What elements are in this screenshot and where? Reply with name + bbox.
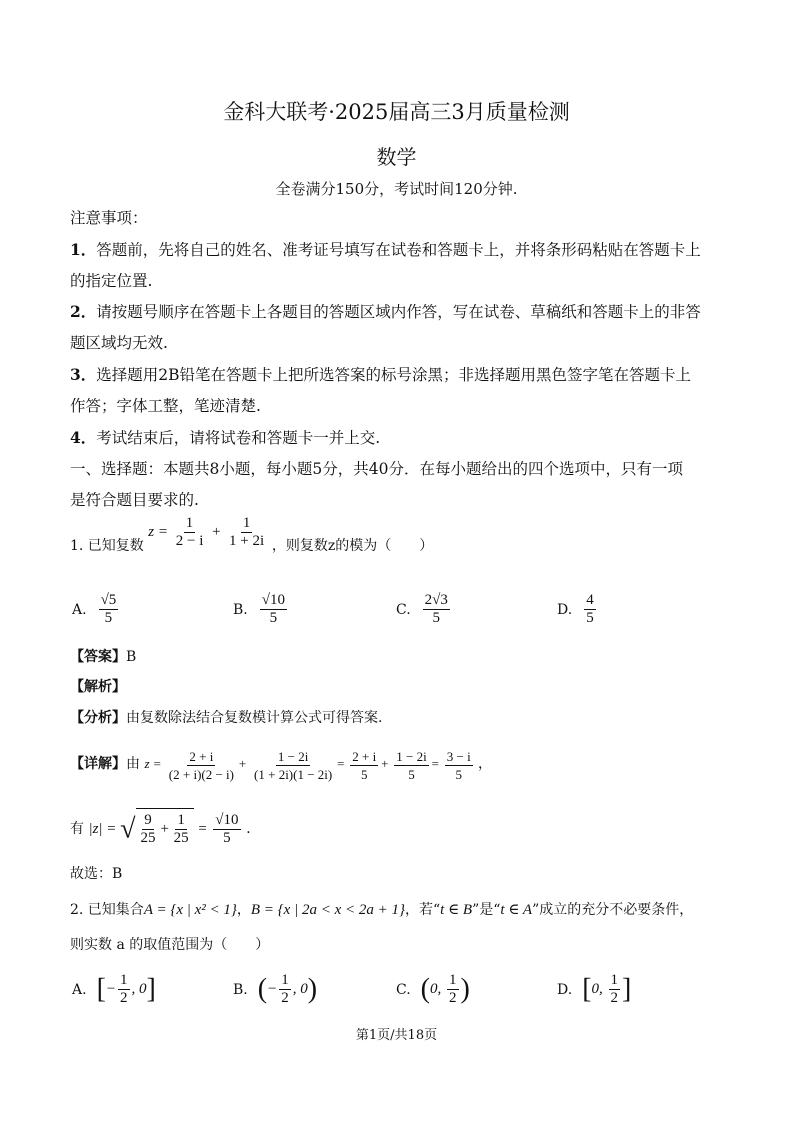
q1-formula: z = $\frac{1}{2 - i}$ + $\frac{1}{1 + 2i}$	[148, 515, 265, 550]
note-number: 2．	[70, 302, 97, 321]
note-text: 请按题号顺序在答题卡上各题目的答题区域内作答，写在试卷、草稿纸和答题卡上的非答	[96, 303, 701, 321]
note-text-cont: 作答；字体工整，笔迹清楚.	[70, 397, 261, 415]
q1-option-a[interactable]: A. $\frac{√5}{5}$	[72, 592, 117, 626]
set-a: A = {x | x² < 1}	[143, 902, 237, 918]
fenxi-text: 由复数除法结合复数模计算公式可得答案.	[126, 710, 383, 726]
q2-option-a[interactable]: A. [− $\frac{1}{2}$ , 0]	[72, 972, 156, 1006]
fraction: $\frac{1}{1 + 2i}$	[229, 515, 265, 550]
detail-label: 【详解】	[70, 756, 126, 772]
q1-option-c[interactable]: C. $\frac{2√3}{5}$	[396, 592, 448, 626]
q1-answer	[70, 642, 730, 673]
option-value: $\frac{√5}{5}$	[100, 592, 117, 626]
fraction: $\frac{1}{2 - i}$	[175, 515, 204, 550]
q1-choice: 故选：B	[70, 866, 123, 882]
note-number: 3．	[70, 365, 97, 384]
detail-formula: z = $\frac{2 + i}{(2 + i)(2 - i)}$ + $\frac{1 - 2i}{(1 + 2i)(1 - 2i)}$ = $\frac{2 + i}{5}$ + $\frac{1 - 2i}{5}$ = $\frac{3 - i}{5}$	[144, 748, 471, 782]
note-text: 选择题用2B铅笔在答题卡上把所选答案的标号涂黑；非选择题用黑色签字笔在答题卡上	[96, 366, 692, 384]
question-2-line2: 则实数 a 的取值范围为（ ）	[70, 937, 270, 953]
section-1-line2: 是符合题目要求的.	[70, 491, 199, 509]
option-value: $\frac{2√3}{5}$	[424, 592, 448, 626]
q2-option-b[interactable]: B. (− $\frac{1}{2}$ , 0)	[233, 972, 318, 1006]
q1-detail: 【详解】由 z = $\frac{2 + i}{(2 + i)(2 - i)}$ + $\frac{1 - 2i}{(1 + 2i)(1 - 2i)}$ = $\frac{2 + i}{5}$ + $\frac{1 - 2i}{5}$ = $\frac{3 - i}{5}$ ，	[70, 748, 492, 782]
note-text: 答题前，先将自己的姓名、准考证号填写在试卷和答题卡上，并将条形码粘贴在答题卡上	[96, 241, 701, 259]
subject-title: 数学	[376, 145, 417, 169]
note-1	[70, 234, 730, 297]
note-number: 4．	[70, 428, 97, 447]
note-text-cont: 的指定位置.	[70, 272, 153, 290]
option-value: $\frac{4}{5}$	[586, 592, 594, 626]
answer-label: 【答案】	[70, 649, 126, 665]
q1-modulus: 有 |z| = √ $\frac{9}{25}$ + $\frac{1}{25}$ = $\frac{√10}{5}$ ．	[70, 808, 730, 849]
modulus-formula: |z| = √ $\frac{9}{25}$ + $\frac{1}{25}$ = $\frac{√10}{5}$	[88, 821, 246, 837]
option-value: (0, $\frac{1}{2}$ )	[420, 972, 470, 1006]
notes-heading: 注意事项：	[70, 209, 148, 227]
q1-suffix: ，则复数z的模为（ ）	[271, 538, 434, 554]
question-2: 2. 已知集合A = {x | x² < 1}，B = {x | 2a < x < 2a + 1}，若“t ∈ B”是“t ∈ A”成立的充分不必要条件，	[70, 902, 694, 918]
section-1-line1: 一、选择题：本题共8小题，每小题5分，共40分．在每小题给出的四个选项中，只有一项	[70, 460, 683, 478]
option-value: [− $\frac{1}{2}$ , 0]	[96, 972, 156, 1006]
note-2	[70, 296, 730, 359]
q1-prefix: 1. 已知复数	[70, 538, 144, 554]
set-b: B = {x | 2a < x < 2a + 1}	[250, 902, 405, 918]
note-text-cont: 题区域均无效.	[70, 334, 168, 352]
answer-value: B	[126, 649, 137, 665]
note-4	[70, 422, 730, 454]
fenxi-label: 【分析】	[70, 710, 126, 726]
option-value: $\frac{√10}{5}$	[261, 592, 285, 626]
note-3	[70, 359, 730, 422]
q2-option-c[interactable]: C. (0, $\frac{1}{2}$ )	[396, 972, 470, 1006]
option-value: (− $\frac{1}{2}$ , 0)	[257, 972, 318, 1006]
page-footer: 第1页/共18页	[355, 1028, 438, 1043]
section-1-heading	[70, 454, 730, 516]
option-value: [0, $\frac{1}{2}$ ]	[582, 972, 632, 1006]
exam-info: 全卷满分150分，考试时间120分钟.	[275, 180, 518, 198]
note-number: 1．	[70, 240, 97, 259]
q1-analysis-label: 【解析】	[70, 679, 126, 695]
q1-option-d[interactable]: D. $\frac{4}{5}$	[557, 592, 594, 626]
exam-title: 金科大联考·2025届高三3月质量检测	[223, 100, 570, 124]
q1-fenxi	[70, 703, 730, 734]
question-1	[70, 515, 730, 564]
q1-option-b[interactable]: B. $\frac{√10}{5}$	[233, 592, 285, 626]
q2-option-d[interactable]: D. [0, $\frac{1}{2}$ ]	[557, 972, 632, 1006]
note-text: 考试结束后，请将试卷和答题卡一并上交.	[96, 429, 381, 447]
